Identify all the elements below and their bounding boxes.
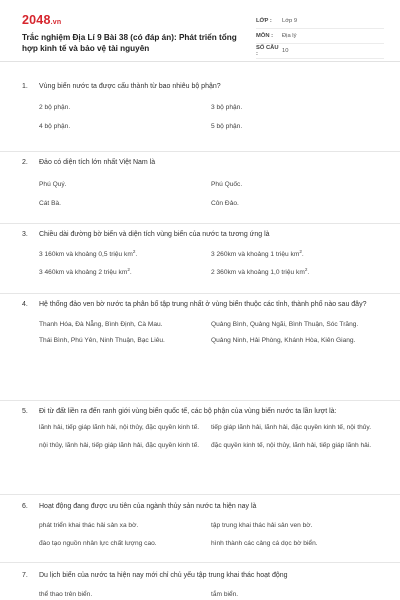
option-suffix: . [301, 251, 304, 258]
options-grid [39, 250, 400, 278]
question-text [22, 563, 400, 581]
option-d[interactable] [211, 268, 381, 278]
options-grid [39, 103, 400, 132]
option-c[interactable]: Cát Bà. [39, 200, 61, 207]
options-grid [39, 320, 400, 346]
question-stem: Chiều dài đường bờ biển và diện tích vùng biển của nước ta tương ứng là [39, 231, 270, 238]
option-suffix: . [129, 269, 132, 276]
options-grid [39, 423, 400, 451]
question-stem: Vùng biển nước ta được cấu thành từ bao nhiêu bộ phận? [39, 83, 221, 90]
site-logo[interactable] [22, 13, 61, 27]
question-number: 3. [22, 231, 28, 238]
page-title: Trắc nghiệm Địa Lí 9 Bài 38 (có đáp án): Phát triển tổng hợp kinh tế và bảo vệ tài nguyên [22, 33, 237, 53]
question-text [22, 152, 400, 168]
question-number: 4. [22, 301, 28, 308]
meta-value: Lớp 9 [282, 18, 298, 24]
option-b[interactable]: Phú Quốc. [211, 181, 243, 188]
question-number: 5. [22, 408, 28, 415]
meta-value: 10 [282, 48, 289, 54]
question-text [22, 495, 400, 512]
logo-main: 2048 [22, 13, 51, 27]
option-superscript: 2 [299, 248, 302, 254]
header [0, 0, 400, 62]
question-text [22, 76, 400, 92]
option-b[interactable]: Quảng Bình, Quảng Ngãi, Bình Thuận, Sóc Trăng. [211, 321, 359, 328]
option-d[interactable]: đặc quyền kinh tế, nội thủy, lãnh hải, tiếp giáp lãnh hải. [211, 442, 372, 449]
question-5 [0, 401, 400, 495]
option-a[interactable]: Phú Quý. [39, 181, 67, 188]
question-number: 7. [22, 572, 28, 579]
option-superscript: 2 [127, 266, 130, 272]
option-text: 3 260km và khoảng 1 triệu km [211, 251, 300, 258]
option-c[interactable] [39, 268, 211, 278]
option-a[interactable]: thể thao trên biển. [39, 591, 93, 598]
option-b[interactable]: tiếp giáp lãnh hải, lãnh hải, đặc quyền kinh tế, nội thủy. [211, 424, 372, 431]
option-d[interactable]: Côn Đảo. [211, 200, 239, 207]
option-a[interactable]: 2 bộ phận. [39, 104, 71, 111]
options-grid [39, 590, 400, 600]
meta-key: MÔN : [256, 33, 274, 39]
option-c[interactable]: đào tạo nguồn nhân lực chất lượng cao. [39, 540, 157, 547]
option-c[interactable]: nội thủy, lãnh hải, tiếp giáp lãnh hải, đặc quyền kinh tế. [39, 442, 200, 449]
question-number: 2. [22, 159, 28, 166]
option-superscript: 2 [132, 248, 136, 254]
question-list [0, 76, 400, 600]
question-stem: Đảo có diện tích lớn nhất Việt Nam là [39, 159, 156, 166]
question-text [22, 224, 400, 240]
meta-table [256, 14, 384, 59]
option-b[interactable]: tập trung khai thác hải sản ven bờ. [211, 522, 313, 529]
question-stem: Đi từ đất liền ra đến ranh giới vùng biển quốc tế, các bộ phận của vùng biển nước ta lần lượt là: [39, 408, 337, 415]
option-text: 3 460km và khoảng 2 triệu km [39, 269, 128, 276]
option-a[interactable] [39, 250, 211, 260]
option-a[interactable]: Thanh Hóa, Đà Nẵng, Bình Định, Cà Mau. [39, 321, 163, 328]
option-a[interactable]: lãnh hải, tiếp giáp lãnh hải, nội thủy, đặc quyền kinh tế. [39, 424, 200, 431]
question-number: 6. [22, 503, 28, 510]
option-b[interactable]: tắm biển. [211, 591, 239, 598]
meta-key: LỚP : [256, 18, 272, 24]
question-7 [0, 563, 400, 600]
option-text: 3 160km và khoảng 0,5 triệu km [39, 251, 133, 258]
option-text: 2 360km và khoảng 1,0 triệu km [211, 269, 305, 276]
option-suffix: . [135, 251, 138, 258]
question-stem: Hoạt động đang được ưu tiên của ngành thủy sản nước ta hiện nay là [39, 503, 257, 510]
option-a[interactable]: phát triển khai thác hải sản xa bờ. [39, 522, 139, 529]
option-c[interactable]: Thái Bình, Phú Yên, Ninh Thuận, Bạc Liêu. [39, 337, 165, 344]
meta-row-class [256, 14, 384, 29]
question-3 [0, 224, 400, 294]
meta-value: Địa lý [282, 33, 297, 39]
options-grid [39, 521, 400, 549]
logo-tld: .vn [50, 19, 62, 26]
question-4 [0, 294, 400, 401]
option-d[interactable]: hình thành các cảng cá dọc bờ biển. [211, 540, 318, 547]
question-text [22, 401, 400, 417]
option-b[interactable] [211, 250, 381, 260]
meta-key: SỐ CÂU : [256, 45, 279, 57]
question-stem: Hệ thống đảo ven bờ nước ta phân bố tập trung nhất ở vùng biển thuộc các tỉnh, thành phố nào sau đây? [39, 301, 367, 308]
question-6 [0, 495, 400, 563]
question-stem: Du lịch biển của nước ta hiện nay mới chỉ chủ yếu tập trung khai thác hoạt động [39, 572, 288, 579]
question-text [22, 294, 400, 310]
question-2 [0, 152, 400, 224]
option-suffix: . [307, 269, 310, 276]
meta-row-subject [256, 29, 384, 44]
option-d[interactable]: 5 bộ phận. [211, 123, 243, 130]
option-c[interactable]: 4 bộ phận. [39, 123, 71, 130]
options-grid [39, 180, 400, 209]
meta-row-count [256, 44, 384, 59]
option-d[interactable]: Quảng Ninh, Hải Phòng, Khánh Hòa, Kiên Giang. [211, 337, 356, 344]
question-number: 1. [22, 83, 28, 90]
option-superscript: 2 [304, 266, 308, 272]
question-1 [0, 76, 400, 152]
option-b[interactable]: 3 bộ phận. [211, 104, 243, 111]
